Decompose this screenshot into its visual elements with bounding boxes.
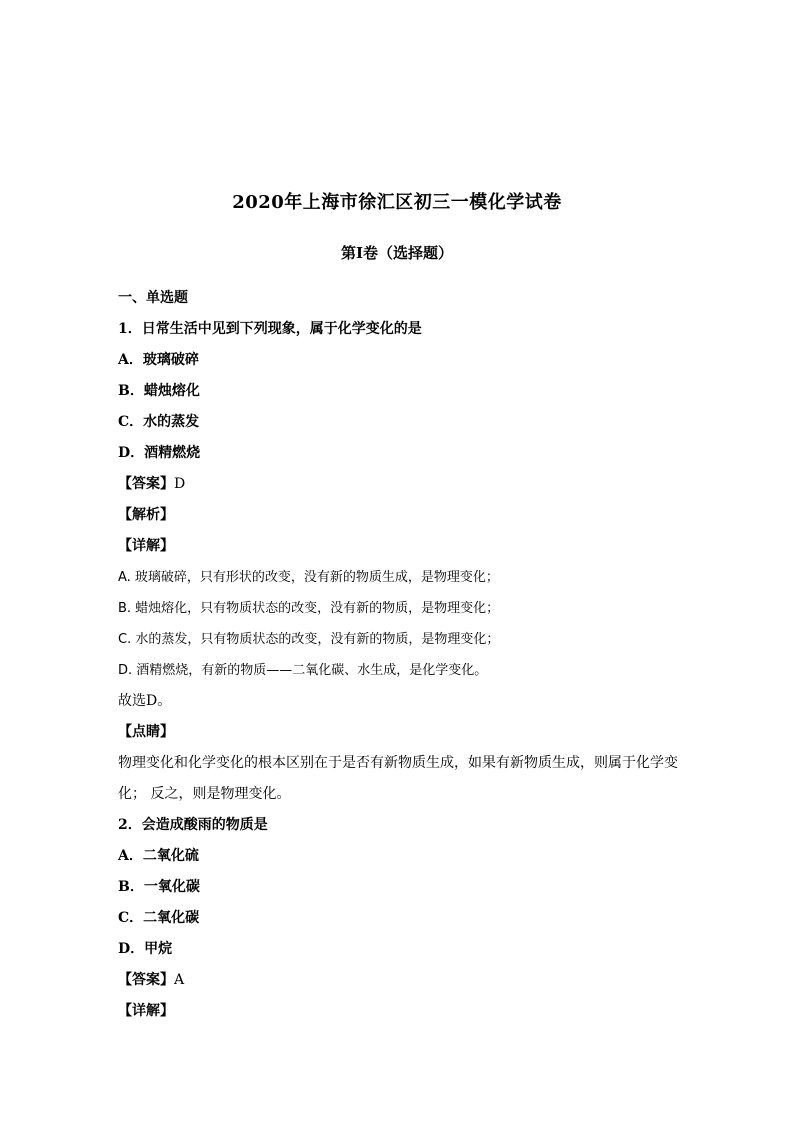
question-2 <box>118 810 678 1027</box>
option-b: B．蜡烛熔化 <box>118 383 200 399</box>
detail-line-c: C. 水的蒸发，只有物质状态的改变，没有新的物质，是物理变化； <box>118 632 500 647</box>
question-stem: 1．日常生活中见到下列现象，属于化学变化的是 <box>118 321 422 337</box>
document-title: 2020年上海市徐汇区初三一模化学试卷 <box>232 192 562 213</box>
detail-line-b: B. 蜡烛熔化，只有物质状态的改变，没有新的物质，是物理变化； <box>118 601 500 616</box>
document-content <box>118 283 678 1027</box>
answer-label: 【答案】 <box>118 972 174 988</box>
option-a: A．玻璃破碎 <box>118 352 199 368</box>
question-stem: 2．会造成酸雨的物质是 <box>118 817 268 833</box>
detail-label: 【详解】 <box>118 538 174 554</box>
conclusion: 故选D。 <box>118 693 172 709</box>
option-b: B．一氧化碳 <box>118 879 200 895</box>
answer-value: D <box>174 476 186 492</box>
detail-line-d: D. 酒精燃烧，有新的物质——二氧化碳、水生成，是化学变化。 <box>118 663 488 678</box>
note-label: 【点睛】 <box>118 724 174 740</box>
section-heading: 一、单选题 <box>118 290 188 306</box>
option-c: C．二氧化碳 <box>118 910 200 926</box>
note-text: 物理变化和化学变化的根本区别在于是否有新物质生成，如果有新物质生成，则属于化学变化； 反之，则是物理变化。 <box>118 755 678 802</box>
answer-line <box>118 965 678 996</box>
analysis-label: 【解析】 <box>118 507 174 523</box>
option-d: D．甲烷 <box>118 941 173 957</box>
option-d: D．酒精燃烧 <box>118 445 201 461</box>
document-subtitle: 第I卷（选择题） <box>340 244 454 262</box>
detail-label: 【详解】 <box>118 1003 174 1019</box>
option-c: C．水的蒸发 <box>118 414 200 430</box>
option-a: A．二氧化硫 <box>118 848 199 864</box>
answer-label: 【答案】 <box>118 476 174 492</box>
detail-line-a: A. 玻璃破碎，只有形状的改变，没有新的物质生成，是物理变化； <box>118 570 499 585</box>
answer-line <box>118 469 678 500</box>
answer-value: A <box>174 972 185 988</box>
question-1 <box>118 314 678 810</box>
